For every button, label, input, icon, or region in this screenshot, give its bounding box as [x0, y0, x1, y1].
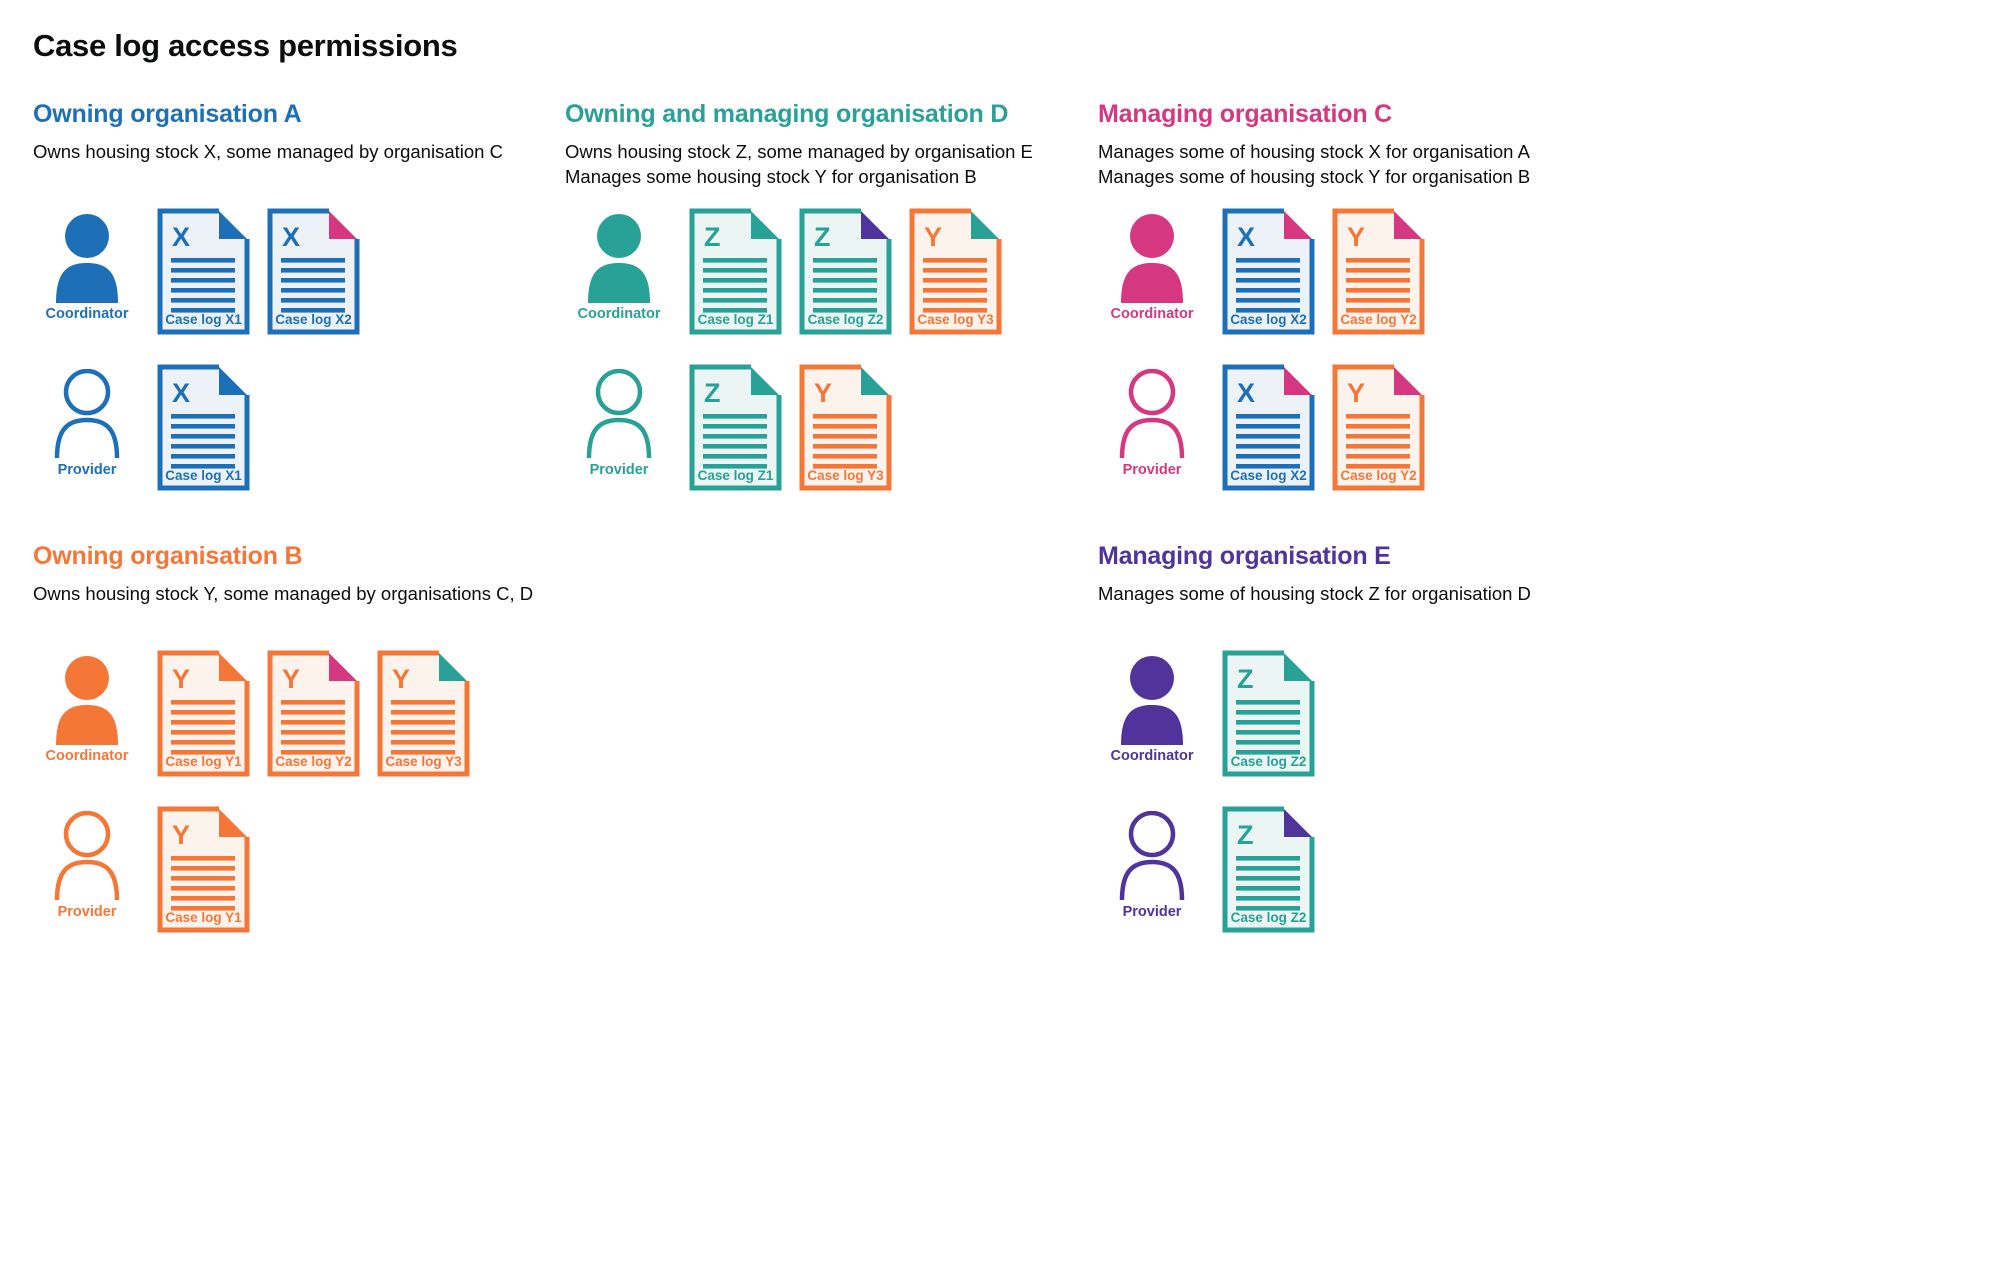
document-text-line — [1236, 444, 1300, 449]
document-text-line — [1236, 876, 1300, 881]
document-fold-corner — [971, 211, 999, 239]
section-description: Manages some housing stock Y for organisation B — [565, 166, 977, 187]
document-icon — [1332, 208, 1425, 335]
document-text-line — [171, 258, 235, 263]
section-description: Manages some of housing stock Z for organisation D — [1098, 583, 1531, 604]
document-icon — [267, 650, 360, 777]
coordinator-figure — [1098, 650, 1206, 764]
case-log-document — [267, 650, 360, 777]
document-label: Case log X2 — [1230, 468, 1307, 483]
document-text-line — [1236, 710, 1300, 715]
case-log-document — [1222, 650, 1315, 777]
section-description: Owns housing stock Y, some managed by organisations C, D — [33, 583, 534, 604]
document-text-line — [703, 424, 767, 429]
document-text-line — [813, 414, 877, 419]
document-text-line — [1346, 424, 1410, 429]
document-icon — [1222, 650, 1315, 777]
case-log-document — [1222, 208, 1315, 335]
document-text-line — [171, 710, 235, 715]
case-log-document — [1222, 806, 1315, 933]
document-text-line — [171, 444, 235, 449]
document-text-line — [171, 700, 235, 705]
document-text-line — [813, 444, 877, 449]
document-text-line — [703, 414, 767, 419]
access-row — [1098, 208, 1425, 335]
access-rows — [33, 208, 360, 520]
document-letter: X — [172, 222, 191, 252]
document-text-line — [923, 258, 987, 263]
document-text-line — [281, 740, 345, 745]
document-label: Case log Z2 — [1230, 754, 1307, 769]
document-text-line — [1346, 434, 1410, 439]
case-log-document — [799, 364, 892, 491]
document-text-line — [1346, 258, 1410, 263]
coordinator-icon — [1119, 655, 1185, 745]
provider-figure — [1098, 364, 1206, 478]
case-log-documents — [157, 806, 250, 933]
document-fold-corner — [329, 653, 357, 681]
section-owning-organisation-b — [33, 542, 558, 925]
document-text-line — [171, 856, 235, 861]
document-text-line — [923, 268, 987, 273]
access-row — [33, 806, 470, 933]
document-text-line — [1236, 424, 1300, 429]
document-text-line — [171, 896, 235, 901]
document-letter: Y — [172, 820, 191, 850]
provider-icon — [1119, 369, 1185, 459]
document-icon — [157, 650, 250, 777]
document-icon — [909, 208, 1002, 335]
document-text-line — [1236, 298, 1300, 303]
document-text-line — [813, 454, 877, 459]
document-label: Case log Y3 — [917, 312, 994, 327]
section-description: Manages some of housing stock Y for organisation B — [1098, 166, 1531, 187]
section-title: Owning and managing organisation D — [565, 100, 1009, 128]
document-text-line — [1236, 856, 1300, 861]
section-title: Managing organisation E — [1098, 542, 1391, 570]
document-label: Case log Y1 — [165, 910, 242, 925]
document-text-line — [281, 268, 345, 273]
document-text-line — [813, 288, 877, 293]
access-row — [33, 650, 470, 777]
document-label: Case log Y3 — [385, 754, 462, 769]
case-log-documents — [1222, 208, 1425, 335]
document-letter: Y — [392, 664, 411, 694]
coordinator-icon — [586, 213, 652, 303]
document-text-line — [281, 700, 345, 705]
document-text-line — [813, 278, 877, 283]
document-label: Case log X2 — [1230, 312, 1307, 327]
document-icon — [1222, 364, 1315, 491]
role-label: Coordinator — [45, 748, 129, 764]
document-text-line — [171, 876, 235, 881]
document-fold-corner — [219, 809, 247, 837]
document-text-line — [171, 720, 235, 725]
case-log-documents — [1222, 364, 1425, 491]
document-letter: Y — [282, 664, 301, 694]
document-text-line — [923, 288, 987, 293]
provider-icon — [54, 369, 120, 459]
provider-figure — [1098, 806, 1206, 920]
document-text-line — [1236, 866, 1300, 871]
document-fold-corner — [861, 211, 889, 239]
document-text-line — [703, 288, 767, 293]
document-text-line — [1346, 288, 1410, 293]
document-text-line — [171, 740, 235, 745]
section-title: Owning organisation B — [33, 542, 303, 570]
document-icon — [1332, 364, 1425, 491]
document-text-line — [1236, 740, 1300, 745]
document-letter: X — [1237, 222, 1256, 252]
document-text-line — [703, 434, 767, 439]
document-label: Case log X1 — [165, 312, 242, 327]
coordinator-figure — [33, 650, 141, 764]
case-log-document — [267, 208, 360, 335]
document-fold-corner — [751, 211, 779, 239]
role-label: Coordinator — [45, 306, 129, 322]
case-log-document — [1222, 364, 1315, 491]
document-text-line — [171, 730, 235, 735]
document-text-line — [171, 424, 235, 429]
document-text-line — [391, 720, 455, 725]
case-log-document — [1332, 208, 1425, 335]
document-text-line — [391, 710, 455, 715]
document-letter: Y — [172, 664, 191, 694]
role-label: Coordinator — [1110, 748, 1194, 764]
document-fold-corner — [751, 367, 779, 395]
document-text-line — [1346, 298, 1410, 303]
document-text-line — [703, 258, 767, 263]
case-log-document — [1332, 364, 1425, 491]
document-text-line — [171, 434, 235, 439]
case-log-documents — [689, 364, 892, 491]
document-text-line — [1236, 720, 1300, 725]
case-log-document — [157, 208, 250, 335]
document-icon — [689, 208, 782, 335]
document-text-line — [703, 454, 767, 459]
role-label: Coordinator — [1110, 306, 1194, 322]
document-text-line — [813, 258, 877, 263]
document-label: Case log X2 — [275, 312, 352, 327]
case-log-document — [157, 806, 250, 933]
access-rows — [565, 208, 1002, 520]
document-text-line — [813, 424, 877, 429]
document-label: Case log Y2 — [275, 754, 352, 769]
document-fold-corner — [1284, 809, 1312, 837]
document-fold-corner — [1284, 653, 1312, 681]
section-description: Owns housing stock Z, some managed by organisation E — [565, 141, 1033, 162]
document-icon — [157, 208, 250, 335]
document-text-line — [1236, 414, 1300, 419]
document-text-line — [703, 298, 767, 303]
document-text-line — [1346, 268, 1410, 273]
access-row — [565, 364, 1002, 491]
document-text-line — [171, 886, 235, 891]
document-text-line — [1346, 414, 1410, 419]
section-managing-organisation-c — [1098, 100, 1623, 483]
case-log-document — [689, 208, 782, 335]
document-letter: Z — [814, 222, 831, 252]
document-icon — [157, 364, 250, 491]
role-label: Provider — [589, 462, 649, 478]
access-rows — [33, 650, 470, 962]
access-row — [33, 208, 360, 335]
document-text-line — [171, 278, 235, 283]
access-row — [1098, 806, 1315, 933]
document-label: Case log Y2 — [1340, 312, 1417, 327]
document-icon — [377, 650, 470, 777]
provider-figure — [33, 806, 141, 920]
document-text-line — [281, 278, 345, 283]
document-icon — [1222, 806, 1315, 933]
role-label: Provider — [1122, 904, 1182, 920]
page-title: Case log access permissions — [33, 28, 458, 63]
section-title: Managing organisation C — [1098, 100, 1393, 128]
document-fold-corner — [861, 367, 889, 395]
case-log-document — [377, 650, 470, 777]
case-log-documents — [689, 208, 1002, 335]
document-text-line — [703, 268, 767, 273]
provider-icon — [586, 369, 652, 459]
document-text-line — [1346, 278, 1410, 283]
document-text-line — [1346, 444, 1410, 449]
case-log-document — [909, 208, 1002, 335]
provider-figure — [33, 364, 141, 478]
document-icon — [799, 208, 892, 335]
document-text-line — [1236, 268, 1300, 273]
document-text-line — [281, 720, 345, 725]
role-label: Provider — [1122, 462, 1182, 478]
access-row — [33, 364, 360, 491]
section-owning-and-managing-organisation-d — [565, 100, 1090, 483]
provider-icon — [1119, 811, 1185, 901]
document-icon — [689, 364, 782, 491]
document-text-line — [1236, 700, 1300, 705]
document-label: Case log Y1 — [165, 754, 242, 769]
coordinator-figure — [33, 208, 141, 322]
document-label: Case log Z1 — [697, 468, 774, 483]
document-text-line — [923, 298, 987, 303]
access-row — [1098, 650, 1315, 777]
document-label: Case log Y2 — [1340, 468, 1417, 483]
document-text-line — [1236, 278, 1300, 283]
case-log-documents — [157, 364, 250, 491]
document-text-line — [1236, 886, 1300, 891]
role-label: Provider — [57, 904, 117, 920]
document-text-line — [281, 288, 345, 293]
coordinator-icon — [54, 213, 120, 303]
access-row — [1098, 364, 1425, 491]
section-owning-organisation-a — [33, 100, 558, 483]
document-letter: Z — [704, 222, 721, 252]
document-text-line — [813, 434, 877, 439]
document-text-line — [1236, 288, 1300, 293]
document-label: Case log Z1 — [697, 312, 774, 327]
coordinator-figure — [565, 208, 673, 322]
document-icon — [799, 364, 892, 491]
case-log-document — [157, 650, 250, 777]
case-log-document — [799, 208, 892, 335]
document-icon — [157, 806, 250, 933]
case-log-documents — [1222, 806, 1315, 933]
document-letter: Y — [814, 378, 833, 408]
case-log-documents — [157, 650, 470, 777]
document-letter: Z — [1237, 820, 1254, 850]
document-text-line — [391, 700, 455, 705]
document-fold-corner — [1394, 211, 1422, 239]
document-fold-corner — [1284, 367, 1312, 395]
document-text-line — [1236, 434, 1300, 439]
document-text-line — [281, 730, 345, 735]
document-text-line — [281, 298, 345, 303]
document-text-line — [703, 278, 767, 283]
role-label: Coordinator — [577, 306, 661, 322]
section-description: Owns housing stock X, some managed by organisation C — [33, 141, 503, 162]
document-text-line — [171, 268, 235, 273]
document-fold-corner — [219, 653, 247, 681]
document-letter: Y — [1347, 222, 1366, 252]
case-log-documents — [157, 208, 360, 335]
document-text-line — [171, 288, 235, 293]
document-text-line — [1346, 454, 1410, 459]
document-text-line — [281, 710, 345, 715]
case-log-documents — [1222, 650, 1315, 777]
document-label: Case log X1 — [165, 468, 242, 483]
section-description: Manages some of housing stock X for organisation A — [1098, 141, 1530, 162]
document-text-line — [1236, 730, 1300, 735]
coordinator-icon — [54, 655, 120, 745]
provider-figure — [565, 364, 673, 478]
document-label: Case log Z2 — [807, 312, 884, 327]
document-label: Case log Y3 — [807, 468, 884, 483]
case-log-document — [689, 364, 782, 491]
document-text-line — [813, 298, 877, 303]
document-text-line — [813, 268, 877, 273]
document-text-line — [1236, 258, 1300, 263]
document-text-line — [281, 258, 345, 263]
document-fold-corner — [329, 211, 357, 239]
section-title: Owning organisation A — [33, 100, 302, 128]
case-log-document — [157, 364, 250, 491]
provider-icon — [54, 811, 120, 901]
document-letter: Y — [1347, 378, 1366, 408]
document-text-line — [171, 454, 235, 459]
document-fold-corner — [219, 211, 247, 239]
coordinator-figure — [1098, 208, 1206, 322]
document-letter: X — [1237, 378, 1256, 408]
document-fold-corner — [219, 367, 247, 395]
document-text-line — [391, 730, 455, 735]
document-label: Case log Z2 — [1230, 910, 1307, 925]
document-text-line — [171, 298, 235, 303]
access-rows — [1098, 650, 1315, 962]
access-row — [565, 208, 1002, 335]
document-text-line — [1236, 896, 1300, 901]
document-text-line — [171, 866, 235, 871]
coordinator-icon — [1119, 213, 1185, 303]
section-managing-organisation-e — [1098, 542, 1623, 925]
document-fold-corner — [1394, 367, 1422, 395]
document-text-line — [703, 444, 767, 449]
access-rows — [1098, 208, 1425, 520]
document-text-line — [391, 740, 455, 745]
document-fold-corner — [439, 653, 467, 681]
document-icon — [267, 208, 360, 335]
document-text-line — [171, 414, 235, 419]
document-letter: X — [282, 222, 301, 252]
document-text-line — [923, 278, 987, 283]
document-letter: Z — [1237, 664, 1254, 694]
document-letter: Z — [704, 378, 721, 408]
document-icon — [1222, 208, 1315, 335]
document-letter: Y — [924, 222, 943, 252]
document-text-line — [1236, 454, 1300, 459]
document-letter: X — [172, 378, 191, 408]
role-label: Provider — [57, 462, 117, 478]
document-fold-corner — [1284, 211, 1312, 239]
